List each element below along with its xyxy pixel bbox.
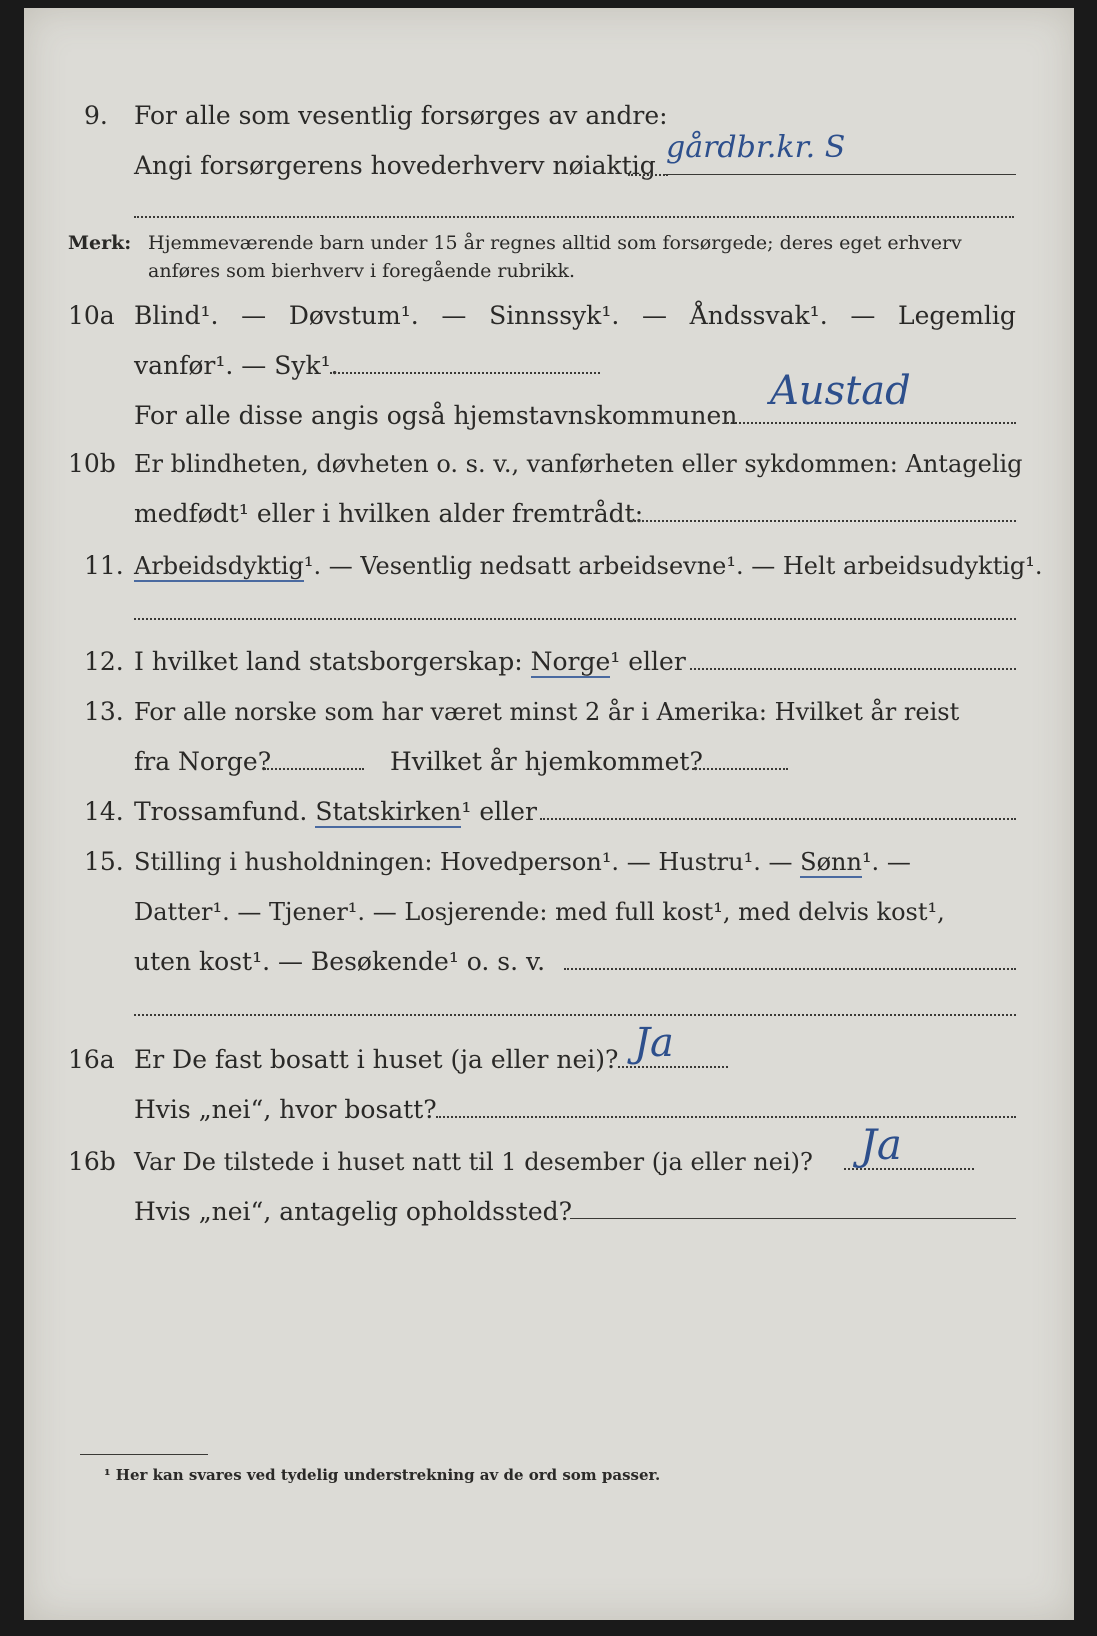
word: — bbox=[850, 301, 876, 330]
question-text: fra Norge? bbox=[134, 747, 272, 776]
question-text-pre: I hvilket land statsborgerskap: bbox=[134, 647, 523, 676]
blank-line bbox=[134, 1014, 1016, 1016]
question-10a-line-2 bbox=[24, 346, 1074, 386]
answer-line bbox=[618, 1066, 728, 1068]
question-16b-line-1 bbox=[24, 1142, 1074, 1182]
word: Åndssvak¹. bbox=[689, 301, 828, 330]
question-text bbox=[134, 792, 537, 832]
word: Sinnssyk¹. bbox=[489, 301, 620, 330]
question-text: vanfør¹. — Syk¹. bbox=[134, 351, 339, 380]
footnote: ¹ Her kan svares ved tydelig understrekning av de ord som passer. bbox=[104, 1466, 661, 1484]
word: — bbox=[441, 301, 467, 330]
underlined-answer: Statskirken bbox=[315, 797, 462, 826]
word: — bbox=[241, 301, 267, 330]
answer-line bbox=[690, 668, 1016, 670]
question-text: Angi forsørgerens hovederhverv nøiaktig bbox=[134, 151, 656, 180]
underlined-answer: Sønn bbox=[800, 848, 862, 876]
handwritten-answer-q16a: Ja bbox=[634, 1020, 674, 1066]
underlined-answer: Arbeidsdyktig bbox=[134, 552, 304, 580]
question-16a-line-2 bbox=[24, 1090, 1074, 1130]
question-number: 9. bbox=[84, 101, 108, 130]
question-number: 16b bbox=[68, 1147, 116, 1176]
question-text: Datter¹. — Tjener¹. — Losjerende: med full kost¹, med delvis kost¹, bbox=[134, 898, 945, 926]
question-text-rest: ¹. — Vesentlig nedsatt arbeidsevne¹. — Helt arbeidsudyktig¹. bbox=[303, 552, 1043, 580]
handwritten-answer-q10a: Austad bbox=[770, 368, 911, 414]
blank-line bbox=[134, 216, 1014, 218]
question-text-pre: Trossamfund. bbox=[134, 797, 308, 826]
question-10b-line-1 bbox=[24, 444, 1074, 484]
question-text-post: ¹. — bbox=[861, 848, 911, 876]
question-text: Hvilket år hjemkommet? bbox=[390, 747, 703, 776]
answer-line bbox=[692, 768, 788, 770]
handwritten-answer-q9: gårdbr.kr. S bbox=[666, 130, 846, 165]
question-number: 14. bbox=[84, 797, 124, 826]
answer-line bbox=[264, 768, 364, 770]
question-13-line-1 bbox=[24, 692, 1074, 732]
answer-line bbox=[540, 818, 1016, 820]
question-text-pre: Stilling i husholdningen: Hovedperson¹. — Hustru¹. — bbox=[134, 848, 793, 876]
question-text bbox=[134, 296, 1016, 336]
question-16a-line-1 bbox=[24, 1040, 1074, 1080]
question-text: Hvis „nei“, hvor bosatt? bbox=[134, 1095, 437, 1124]
answer-line bbox=[630, 520, 1016, 522]
handwritten-answer-q16b: Ja bbox=[860, 1120, 902, 1169]
word: Døvstum¹. bbox=[288, 301, 419, 330]
underlined-answer: Norge bbox=[530, 647, 611, 676]
question-number: 10b bbox=[68, 449, 116, 478]
question-number: 15. bbox=[84, 847, 124, 876]
question-text bbox=[134, 842, 911, 882]
question-16b-line-2 bbox=[24, 1192, 1074, 1232]
question-10b-line-2 bbox=[24, 494, 1074, 534]
question-text bbox=[134, 546, 1043, 586]
question-12 bbox=[24, 642, 1074, 682]
question-text: For alle norske som har været minst 2 år i Amerika: Hvilket år reist bbox=[134, 698, 960, 726]
blank-line bbox=[134, 618, 1016, 620]
question-15-line-3 bbox=[24, 942, 1074, 982]
question-text: For alle disse angis også hjemstavnskommunen bbox=[134, 401, 738, 430]
answer-line bbox=[664, 174, 1016, 175]
note-line-1: Hjemmeværende barn under 15 år regnes alltid som forsørgede; deres eget erhverv bbox=[148, 232, 962, 254]
note-line-2: anføres som bierhverv i foregående rubrikk. bbox=[148, 260, 576, 282]
question-text: For alle som vesentlig forsørges av andre: bbox=[134, 101, 668, 130]
question-text-post: ¹ eller bbox=[610, 647, 686, 676]
question-text: Hvis „nei“, antagelig opholdssted? bbox=[134, 1197, 573, 1226]
census-form-page bbox=[24, 8, 1074, 1620]
question-10a-line-3 bbox=[24, 396, 1074, 436]
question-9-line-2 bbox=[24, 146, 1074, 186]
answer-line bbox=[436, 1116, 1016, 1118]
word: Legemlig bbox=[898, 301, 1016, 330]
word: Blind¹. bbox=[134, 301, 219, 330]
question-15-line-2 bbox=[24, 892, 1074, 932]
question-text: Var De tilstede i huset natt til 1 desember (ja eller nei)? bbox=[134, 1148, 813, 1176]
question-14 bbox=[24, 792, 1074, 832]
question-10a-line-1 bbox=[24, 296, 1074, 336]
question-text: medfødt¹ eller i hvilken alder fremtrådt: bbox=[134, 499, 644, 528]
question-11 bbox=[24, 546, 1074, 586]
footnote-rule bbox=[80, 1454, 208, 1455]
question-text bbox=[134, 642, 686, 682]
question-number: 11. bbox=[84, 551, 124, 580]
question-text: uten kost¹. — Besøkende¹ o. s. v. bbox=[134, 947, 546, 976]
answer-line bbox=[330, 372, 600, 374]
question-number: 12. bbox=[84, 647, 124, 676]
question-9-line-1 bbox=[24, 96, 1074, 136]
note-label: Merk: bbox=[68, 232, 132, 254]
question-number: 10a bbox=[68, 301, 115, 330]
question-number: 16a bbox=[68, 1045, 115, 1074]
answer-line bbox=[724, 422, 1016, 424]
question-text-post: ¹ eller bbox=[461, 797, 537, 826]
question-15-line-1 bbox=[24, 842, 1074, 882]
word: — bbox=[641, 301, 667, 330]
question-number: 13. bbox=[84, 697, 124, 726]
question-13-line-2 bbox=[24, 742, 1074, 782]
answer-line bbox=[564, 968, 1016, 970]
answer-leader bbox=[628, 174, 668, 176]
question-text: Er De fast bosatt i huset (ja eller nei)? bbox=[134, 1045, 619, 1074]
question-text: Er blindheten, døvheten o. s. v., vanførheten eller sykdommen: Antagelig bbox=[134, 450, 1023, 478]
answer-line bbox=[570, 1218, 1016, 1219]
